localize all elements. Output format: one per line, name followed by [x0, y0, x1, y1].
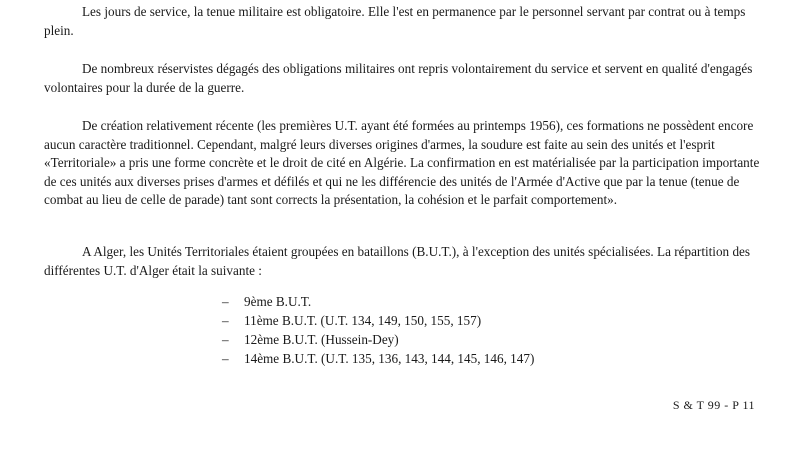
list-dash: –	[222, 351, 229, 366]
paragraph-text: De création relativement récente (les premières U.T. ayant été formées au printemps 1956), ces formations ne possèdent encore aucun caractère traditionnel. Cependant, malgré leurs diverses origines d'armes, la soudure est faite au sein des unités et l'esprit «Territoriale» a pris une forme concrète et le droit de cité en Algérie. La confirmation en est matérialisée par la participation importante de ces unités aux diverses prises d'armes et défilés et qui ne les différencie des unités de l'Armée d'Active que par la tenue (tenue de combat au lieu de celle de parade) tant sont corrects la présentation, la cohésion et le parfait comportement».	[44, 118, 760, 207]
paragraph-formation-history	[44, 117, 764, 210]
paragraph-algiers-battalions	[44, 243, 764, 280]
list-item	[222, 292, 534, 311]
battalion-list	[222, 292, 534, 368]
list-dash: –	[222, 332, 229, 347]
list-dash: –	[222, 294, 229, 309]
list-item-text: 12ème B.U.T. (Hussein-Dey)	[244, 332, 399, 347]
list-item	[222, 311, 534, 330]
paragraph-service-dress	[44, 3, 764, 40]
paragraph-text: Les jours de service, la tenue militaire est obligatoire. Elle l'est en permanence par le personnel servant par contrat ou à temps plein.	[44, 4, 746, 38]
list-item-text: 11ème B.U.T. (U.T. 134, 149, 150, 155, 157)	[244, 313, 482, 328]
list-dash: –	[222, 313, 229, 328]
list-item-text: 14ème B.U.T. (U.T. 135, 136, 143, 144, 145, 146, 147)	[244, 351, 535, 366]
paragraph-reservists	[44, 60, 764, 97]
list-item	[222, 349, 534, 368]
list-item-text: 9ème B.U.T.	[244, 294, 312, 309]
paragraph-text: A Alger, les Unités Territoriales étaient groupées en bataillons (B.U.T.), à l'exception des unités spécialisées. La répartition des différentes U.T. d'Alger était la suivante :	[44, 244, 751, 278]
page-footer: S & T 99 - P 11	[672, 398, 755, 412]
paragraph-text: De nombreux réservistes dégagés des obligations militaires ont repris volontairement du service et servent en qualité d'engagés volontaires pour la durée de la guerre.	[44, 61, 753, 95]
list-item	[222, 330, 534, 349]
